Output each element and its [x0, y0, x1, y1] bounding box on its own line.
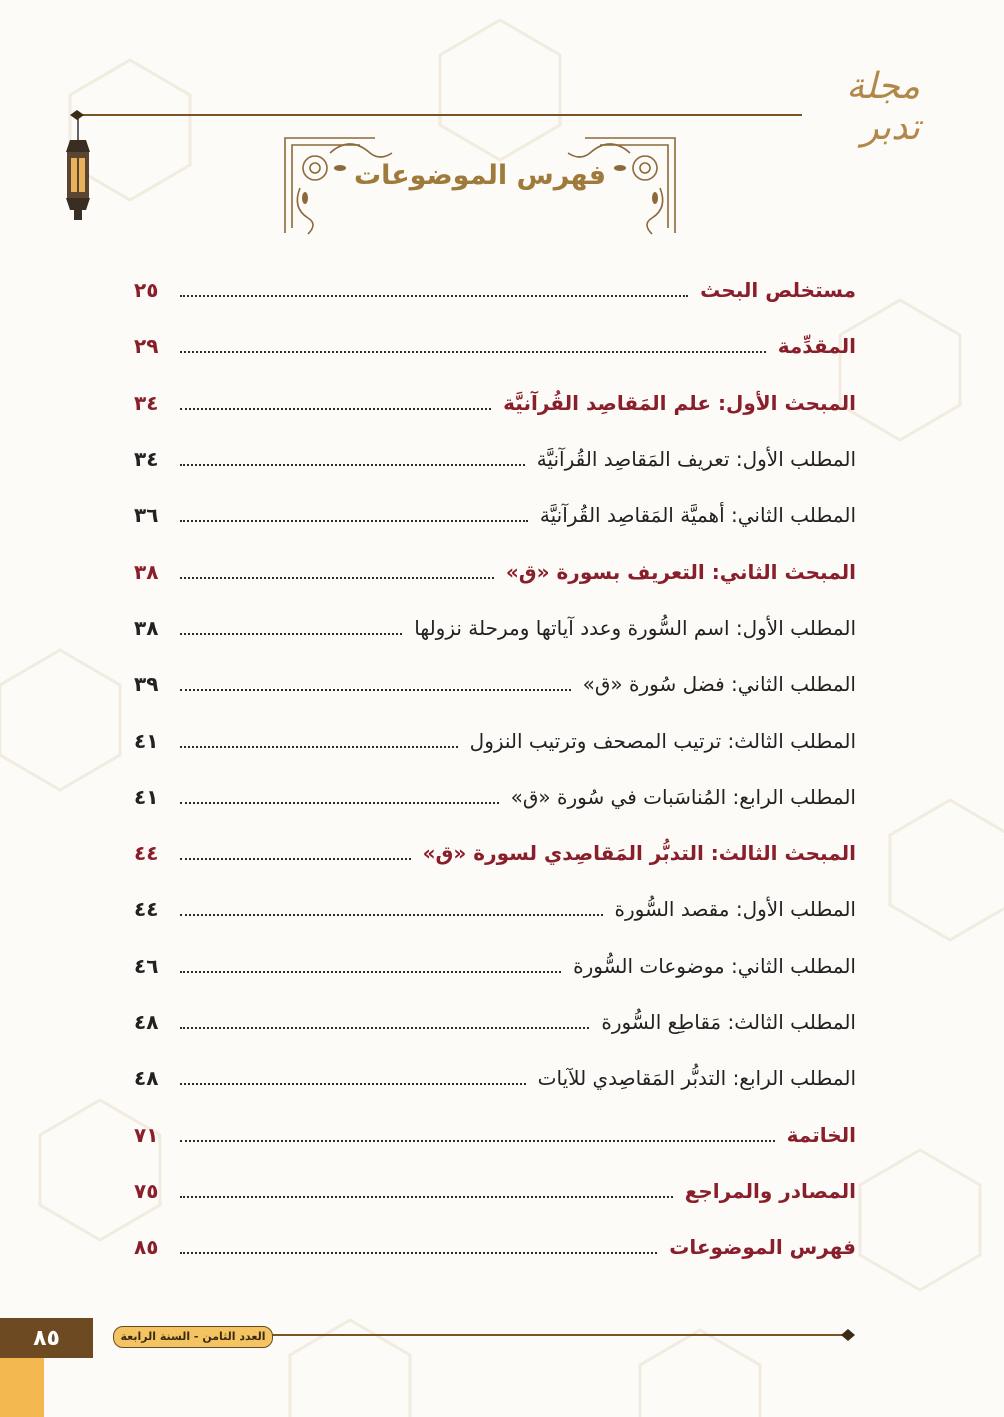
toc-entry-page: ٤١: [134, 784, 159, 809]
toc-entry: [134, 375, 856, 431]
toc-dot-leader: [180, 1007, 589, 1029]
toc-entry: [134, 487, 856, 543]
journal-logo: مجلة تدبر: [846, 66, 920, 148]
toc-entry-page: ٣٦: [134, 503, 159, 528]
toc-entry-page: ٤٤: [134, 897, 159, 922]
toc-entry-title: المصادر والمراجع: [684, 1178, 856, 1203]
footer-rule: [270, 1328, 855, 1342]
toc-entry-title: المطلب الثاني: أهميَّة المَقاصِد القُرآنيَّة: [539, 503, 856, 528]
toc-entry: [134, 600, 856, 656]
toc-entry-page: ٧١: [134, 1122, 159, 1147]
toc-dot-leader: [180, 1120, 775, 1142]
toc-dot-leader: [180, 838, 411, 860]
toc-entry: [134, 825, 856, 881]
toc-entry: [134, 318, 856, 374]
toc-entry-title: الخاتمة: [786, 1122, 856, 1147]
toc-dot-leader: [180, 669, 571, 691]
toc-entry-page: ٢٥: [134, 278, 159, 303]
toc-entry-page: ٢٩: [134, 334, 159, 359]
table-of-contents: [134, 262, 856, 1275]
toc-dot-leader: [180, 726, 458, 748]
toc-entry-title: المبحث الأول: علم المَقاصِد القُرآنيَّة: [503, 390, 856, 415]
toc-entry-title: فهرس الموضوعات: [669, 1235, 856, 1260]
toc-entry-title: المطلب الأول: مقصد السُّورة: [614, 897, 856, 922]
page-number: ٨٥: [0, 1318, 93, 1358]
toc-entry-page: ٣٨: [134, 559, 159, 584]
toc-dot-leader: [180, 275, 688, 297]
toc-entry-title: المطلب الرابع: التدبُّر المَقاصِدي للآيات: [537, 1066, 856, 1091]
toc-entry: [134, 712, 856, 768]
page-title: فهرس الموضوعات: [353, 160, 607, 191]
toc-entry-title: المقدِّمة: [777, 334, 856, 359]
toc-entry-title: المطلب الثاني: فضل سُورة «ق»: [582, 672, 856, 697]
header-rule: [70, 110, 802, 120]
toc-dot-leader: [180, 388, 491, 410]
toc-entry: [134, 881, 856, 937]
toc-entry: [134, 656, 856, 712]
toc-entry: [134, 1050, 856, 1106]
toc-dot-leader: [180, 1176, 673, 1198]
toc-entry: [134, 769, 856, 825]
issue-badge: العدد الثامن - السنة الرابعة: [113, 1326, 273, 1348]
toc-entry-page: ٤٦: [134, 953, 159, 978]
toc-entry-title: المبحث الثالث: التدبُّر المَقاصِدي لسورة «ق»: [422, 841, 856, 866]
toc-entry-page: ٣٨: [134, 615, 159, 640]
toc-dot-leader: [180, 331, 766, 353]
toc-dot-leader: [180, 557, 494, 579]
toc-dot-leader: [180, 500, 528, 522]
toc-dot-leader: [180, 894, 603, 916]
toc-entry: [134, 994, 856, 1050]
toc-entry-title: مستخلص البحث: [700, 278, 856, 303]
toc-entry-title: المطلب الرابع: المُناسَبات في سُورة «ق»: [510, 784, 856, 809]
toc-entry-title: المطلب الثاني: موضوعات السُّورة: [573, 953, 856, 978]
toc-entry-title: المطلب الثالث: مَقاطِع السُّورة: [601, 1010, 856, 1034]
toc-entry-page: ٨٥: [134, 1235, 159, 1260]
toc-entry-page: ٣٩: [134, 672, 159, 697]
lantern-icon: [58, 118, 98, 223]
side-accent-strip: [0, 1358, 44, 1417]
toc-entry: [134, 1106, 856, 1162]
toc-dot-leader: [180, 951, 561, 973]
toc-entry-title: المطلب الأول: تعريف المَقاصِد القُرآنيَّة: [536, 447, 856, 472]
toc-entry: [134, 431, 856, 487]
toc-entry-page: ٤٤: [134, 841, 159, 866]
toc-entry-page: ٧٥: [134, 1178, 159, 1203]
toc-entry: [134, 938, 856, 994]
toc-dot-leader: [180, 1232, 657, 1254]
toc-dot-leader: [180, 782, 499, 804]
toc-entry-page: ٤٨: [134, 1066, 159, 1091]
toc-entry: [134, 1219, 856, 1275]
toc-entry-page: ٤١: [134, 728, 159, 753]
toc-entry-page: ٤٨: [134, 1010, 159, 1034]
toc-dot-leader: [180, 444, 525, 466]
toc-entry-page: ٣٤: [134, 390, 159, 415]
toc-entry: [134, 262, 856, 318]
toc-entry-page: ٣٤: [134, 447, 159, 472]
toc-dot-leader: [180, 1063, 526, 1085]
toc-entry: [134, 1163, 856, 1219]
toc-entry-title: المطلب الأول: اسم السُّورة وعدد آياتها ومرحلة نزولها: [414, 615, 856, 640]
toc-entry: [134, 543, 856, 599]
toc-entry-title: المطلب الثالث: ترتيب المصحف وترتيب النزول: [469, 728, 856, 753]
toc-entry-title: المبحث الثاني: التعريف بسورة «ق»: [505, 559, 856, 584]
toc-dot-leader: [180, 613, 402, 635]
